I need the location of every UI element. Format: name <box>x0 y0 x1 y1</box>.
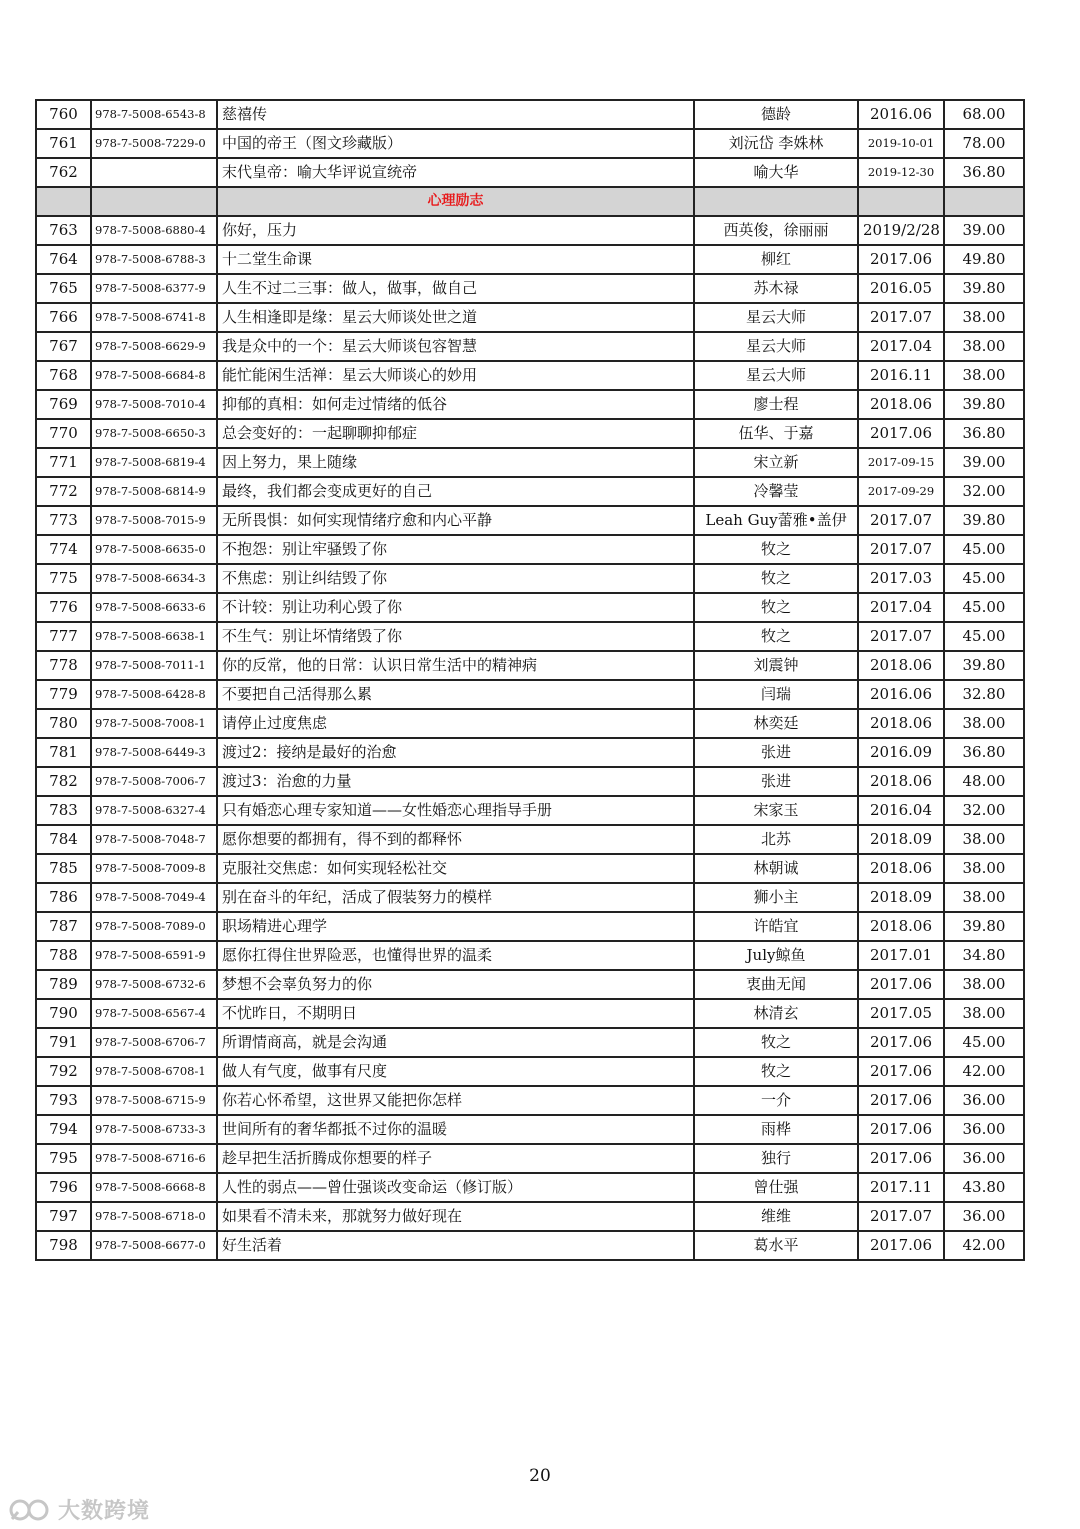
row-price: 39.80 <box>944 912 1024 941</box>
row-price: 38.00 <box>944 361 1024 390</box>
row-date: 2018.09 <box>858 825 944 854</box>
row-number: 797 <box>36 1202 91 1231</box>
row-price: 45.00 <box>944 593 1024 622</box>
row-author: 牧之 <box>694 1028 858 1057</box>
row-number: 798 <box>36 1231 91 1260</box>
row-price: 42.00 <box>944 1231 1024 1260</box>
row-isbn: 978-7-5008-7010-4 <box>91 390 217 419</box>
row-price: 39.00 <box>944 448 1024 477</box>
row-price: 36.00 <box>944 1115 1024 1144</box>
row-price: 36.00 <box>944 1086 1024 1115</box>
row-author: 刘沅岱 李姝林 <box>694 129 858 158</box>
row-number: 793 <box>36 1086 91 1115</box>
table-row <box>36 564 1024 593</box>
row-isbn: 978-7-5008-6638-1 <box>91 622 217 651</box>
row-isbn: 978-7-5008-6732-6 <box>91 970 217 999</box>
row-number: 784 <box>36 825 91 854</box>
table-row <box>36 1115 1024 1144</box>
row-date: 2017.11 <box>858 1173 944 1202</box>
table-row <box>36 1086 1024 1115</box>
row-title: 请停止过度焦虑 <box>217 709 694 738</box>
row-author: 牧之 <box>694 1057 858 1086</box>
row-author: July鲸鱼 <box>694 941 858 970</box>
row-author: 一介 <box>694 1086 858 1115</box>
row-isbn: 978-7-5008-6327-4 <box>91 796 217 825</box>
row-isbn: 978-7-5008-6668-8 <box>91 1173 217 1202</box>
row-title: 不焦虑：别让纠结毁了你 <box>217 564 694 593</box>
row-number: 785 <box>36 854 91 883</box>
row-date: 2016.11 <box>858 361 944 390</box>
row-title: 愿你想要的都拥有，得不到的都释怀 <box>217 825 694 854</box>
row-price: 45.00 <box>944 564 1024 593</box>
row-title: 做人有气度，做事有尺度 <box>217 1057 694 1086</box>
row-number: 774 <box>36 535 91 564</box>
section-title: 心理励志 <box>217 187 694 216</box>
row-date: 2017.06 <box>858 1086 944 1115</box>
row-date: 2018.06 <box>858 709 944 738</box>
table-row <box>36 216 1024 245</box>
row-isbn: 978-7-5008-6708-1 <box>91 1057 217 1086</box>
row-price: 38.00 <box>944 303 1024 332</box>
table-row <box>36 738 1024 767</box>
row-number: 792 <box>36 1057 91 1086</box>
row-date: 2017.06 <box>858 1231 944 1260</box>
row-number: 768 <box>36 361 91 390</box>
row-title: 渡过3：治愈的力量 <box>217 767 694 796</box>
row-price: 45.00 <box>944 1028 1024 1057</box>
row-author: 北苏 <box>694 825 858 854</box>
row-price: 38.00 <box>944 332 1024 361</box>
row-title: 最终，我们都会变成更好的自己 <box>217 477 694 506</box>
row-title: 渡过2：接纳是最好的治愈 <box>217 738 694 767</box>
row-isbn: 978-7-5008-6880-4 <box>91 216 217 245</box>
row-number: 761 <box>36 129 91 158</box>
row-title: 不忧昨日，不期明日 <box>217 999 694 1028</box>
row-price: 36.80 <box>944 158 1024 187</box>
table-row <box>36 332 1024 361</box>
row-number: 796 <box>36 1173 91 1202</box>
row-isbn: 978-7-5008-6718-0 <box>91 1202 217 1231</box>
table-row <box>36 651 1024 680</box>
row-date: 2018.06 <box>858 767 944 796</box>
row-number: 769 <box>36 390 91 419</box>
table-row <box>36 1028 1024 1057</box>
row-date: 2017.06 <box>858 970 944 999</box>
row-price: 34.80 <box>944 941 1024 970</box>
row-title: 不计较：别让功利心毁了你 <box>217 593 694 622</box>
row-author: 廖士程 <box>694 390 858 419</box>
table-row <box>36 941 1024 970</box>
row-title: 十二堂生命课 <box>217 245 694 274</box>
row-date: 2017.07 <box>858 1202 944 1231</box>
row-date: 2019-12-30 <box>858 158 944 187</box>
row-author: 林清玄 <box>694 999 858 1028</box>
book-catalog-table <box>35 99 1025 1261</box>
row-number: 786 <box>36 883 91 912</box>
row-price: 45.00 <box>944 622 1024 651</box>
table-row <box>36 100 1024 129</box>
row-title: 中国的帝王（图文珍藏版） <box>217 129 694 158</box>
row-price: 39.80 <box>944 651 1024 680</box>
row-isbn: 978-7-5008-6629-9 <box>91 332 217 361</box>
row-title: 职场精进心理学 <box>217 912 694 941</box>
row-title: 趁早把生活折腾成你想要的样子 <box>217 1144 694 1173</box>
row-price: 32.00 <box>944 477 1024 506</box>
row-date: 2016.06 <box>858 100 944 129</box>
row-date: 2018.06 <box>858 854 944 883</box>
row-author: 葛水平 <box>694 1231 858 1260</box>
row-date: 2017.03 <box>858 564 944 593</box>
table-row <box>36 622 1024 651</box>
row-author: 许皓宜 <box>694 912 858 941</box>
row-author: 刘震钟 <box>694 651 858 680</box>
row-isbn: 978-7-5008-6428-8 <box>91 680 217 709</box>
row-date: 2016.04 <box>858 796 944 825</box>
row-date: 2018.06 <box>858 912 944 941</box>
table-row <box>36 912 1024 941</box>
table-row <box>36 796 1024 825</box>
watermark-logo-icon <box>8 1497 54 1523</box>
row-number: 776 <box>36 593 91 622</box>
row-number: 780 <box>36 709 91 738</box>
row-title: 所谓情商高，就是会沟通 <box>217 1028 694 1057</box>
table-row <box>36 535 1024 564</box>
row-date: 2017.04 <box>858 593 944 622</box>
row-isbn: 978-7-5008-6819-4 <box>91 448 217 477</box>
row-title: 如果看不清未来，那就努力做好现在 <box>217 1202 694 1231</box>
row-price: 32.00 <box>944 796 1024 825</box>
row-number: 763 <box>36 216 91 245</box>
row-title: 克服社交焦虑：如何实现轻松社交 <box>217 854 694 883</box>
row-author: 宋家玉 <box>694 796 858 825</box>
watermark <box>8 1494 150 1525</box>
row-isbn: 978-7-5008-6650-3 <box>91 419 217 448</box>
table-row <box>36 999 1024 1028</box>
row-title: 总会变好的：一起聊聊抑郁症 <box>217 419 694 448</box>
row-title: 人生不过二三事：做人，做事，做自己 <box>217 274 694 303</box>
row-date: 2017.07 <box>858 303 944 332</box>
row-date: 2017.06 <box>858 1115 944 1144</box>
table-row <box>36 854 1024 883</box>
row-author: 维维 <box>694 1202 858 1231</box>
row-author: 星云大师 <box>694 303 858 332</box>
table-row <box>36 680 1024 709</box>
row-isbn: 978-7-5008-6635-0 <box>91 535 217 564</box>
row-author: 独行 <box>694 1144 858 1173</box>
row-number: 783 <box>36 796 91 825</box>
row-number: 771 <box>36 448 91 477</box>
row-price: 38.00 <box>944 825 1024 854</box>
row-date: 2019-10-01 <box>858 129 944 158</box>
row-title: 只有婚恋心理专家知道——女性婚恋心理指导手册 <box>217 796 694 825</box>
row-isbn: 978-7-5008-7011-1 <box>91 651 217 680</box>
row-date: 2017.05 <box>858 999 944 1028</box>
row-isbn: 978-7-5008-7009-8 <box>91 854 217 883</box>
row-author: 牧之 <box>694 593 858 622</box>
table-row <box>36 1202 1024 1231</box>
row-date: 2017.01 <box>858 941 944 970</box>
watermark-text: 大数跨境 <box>58 1499 151 1524</box>
row-title: 不生气：别让坏情绪毁了你 <box>217 622 694 651</box>
row-title: 你好，压力 <box>217 216 694 245</box>
row-author: 柳红 <box>694 245 858 274</box>
row-price: 39.80 <box>944 506 1024 535</box>
row-price: 36.80 <box>944 738 1024 767</box>
row-number: 770 <box>36 419 91 448</box>
row-price: 32.80 <box>944 680 1024 709</box>
row-date: 2017.06 <box>858 245 944 274</box>
row-author: 星云大师 <box>694 332 858 361</box>
row-author: 牧之 <box>694 622 858 651</box>
row-number: 790 <box>36 999 91 1028</box>
row-price: 42.00 <box>944 1057 1024 1086</box>
row-author: 西英俊，徐丽丽 <box>694 216 858 245</box>
row-author: 衷曲无闻 <box>694 970 858 999</box>
row-price: 38.00 <box>944 709 1024 738</box>
row-author: 喻大华 <box>694 158 858 187</box>
row-price: 39.00 <box>944 216 1024 245</box>
row-title: 好生活着 <box>217 1231 694 1260</box>
table-row <box>36 593 1024 622</box>
row-isbn: 978-7-5008-6543-8 <box>91 100 217 129</box>
row-title: 人性的弱点——曾仕强谈改变命运（修订版） <box>217 1173 694 1202</box>
row-title: 愿你扛得住世界险恶，也懂得世界的温柔 <box>217 941 694 970</box>
row-title: 不抱怨：别让牢骚毁了你 <box>217 535 694 564</box>
row-author: Leah Guy蕾雅•盖伊 <box>694 506 858 535</box>
row-number: 765 <box>36 274 91 303</box>
table-row <box>36 448 1024 477</box>
row-price: 38.00 <box>944 854 1024 883</box>
row-author: 曾仕强 <box>694 1173 858 1202</box>
row-date: 2018.06 <box>858 390 944 419</box>
row-price: 45.00 <box>944 535 1024 564</box>
table-body-after-section <box>36 216 1024 1260</box>
table-row <box>36 274 1024 303</box>
row-title: 你若心怀希望，这世界又能把你怎样 <box>217 1086 694 1115</box>
table-row <box>36 245 1024 274</box>
row-isbn: 978-7-5008-6591-9 <box>91 941 217 970</box>
row-price: 48.00 <box>944 767 1024 796</box>
table-row <box>36 883 1024 912</box>
table-row <box>36 1231 1024 1260</box>
row-isbn: 978-7-5008-6567-4 <box>91 999 217 1028</box>
row-isbn: 978-7-5008-6449-3 <box>91 738 217 767</box>
row-date: 2017.07 <box>858 535 944 564</box>
row-number: 779 <box>36 680 91 709</box>
row-isbn: 978-7-5008-7049-4 <box>91 883 217 912</box>
row-price: 49.80 <box>944 245 1024 274</box>
row-title: 能忙能闲生活禅：星云大师谈心的妙用 <box>217 361 694 390</box>
table-row <box>36 129 1024 158</box>
row-isbn: 978-7-5008-6741-8 <box>91 303 217 332</box>
table-row <box>36 303 1024 332</box>
row-isbn: 978-7-5008-7089-0 <box>91 912 217 941</box>
row-number: 787 <box>36 912 91 941</box>
row-title: 世间所有的奢华都抵不过你的温暖 <box>217 1115 694 1144</box>
table-row <box>36 1057 1024 1086</box>
row-number: 778 <box>36 651 91 680</box>
table-row <box>36 825 1024 854</box>
table-row <box>36 767 1024 796</box>
row-author: 牧之 <box>694 535 858 564</box>
row-isbn: 978-7-5008-6788-3 <box>91 245 217 274</box>
row-isbn: 978-7-5008-6677-0 <box>91 1231 217 1260</box>
row-isbn: 978-7-5008-7015-9 <box>91 506 217 535</box>
row-isbn: 978-7-5008-7048-7 <box>91 825 217 854</box>
row-number: 767 <box>36 332 91 361</box>
row-author: 狮小主 <box>694 883 858 912</box>
table-row <box>36 158 1024 187</box>
row-author: 林奕廷 <box>694 709 858 738</box>
row-number: 777 <box>36 622 91 651</box>
row-title: 慈禧传 <box>217 100 694 129</box>
row-title: 你的反常，他的日常：认识日常生活中的精神病 <box>217 651 694 680</box>
row-number: 773 <box>36 506 91 535</box>
section-row <box>36 187 1024 216</box>
row-price: 68.00 <box>944 100 1024 129</box>
row-price: 78.00 <box>944 129 1024 158</box>
row-isbn: 978-7-5008-7006-7 <box>91 767 217 796</box>
row-title: 梦想不会辜负努力的你 <box>217 970 694 999</box>
row-title: 人生相逢即是缘：星云大师谈处世之道 <box>217 303 694 332</box>
row-price: 36.80 <box>944 419 1024 448</box>
row-title: 无所畏惧：如何实现情绪疗愈和内心平静 <box>217 506 694 535</box>
row-number: 788 <box>36 941 91 970</box>
row-number: 764 <box>36 245 91 274</box>
table-row <box>36 1144 1024 1173</box>
row-date: 2017.07 <box>858 622 944 651</box>
row-price: 36.00 <box>944 1202 1024 1231</box>
row-author: 冷馨莹 <box>694 477 858 506</box>
row-date: 2016.06 <box>858 680 944 709</box>
table-row <box>36 419 1024 448</box>
row-date: 2017.06 <box>858 1028 944 1057</box>
row-isbn: 978-7-5008-7229-0 <box>91 129 217 158</box>
row-title: 别在奋斗的年纪，活成了假装努力的模样 <box>217 883 694 912</box>
row-title: 因上努力，果上随缘 <box>217 448 694 477</box>
row-date: 2018.06 <box>858 651 944 680</box>
row-date: 2019/2/28 <box>858 216 944 245</box>
table-row <box>36 361 1024 390</box>
row-isbn: 978-7-5008-6634-3 <box>91 564 217 593</box>
row-price: 38.00 <box>944 883 1024 912</box>
row-date: 2017-09-15 <box>858 448 944 477</box>
row-price: 38.00 <box>944 970 1024 999</box>
row-isbn: 978-7-5008-6633-6 <box>91 593 217 622</box>
row-isbn: 978-7-5008-6715-9 <box>91 1086 217 1115</box>
row-number: 762 <box>36 158 91 187</box>
row-isbn: 978-7-5008-6706-7 <box>91 1028 217 1057</box>
row-date: 2017.06 <box>858 1144 944 1173</box>
row-author: 星云大师 <box>694 361 858 390</box>
row-price: 39.80 <box>944 390 1024 419</box>
table-row <box>36 506 1024 535</box>
row-author: 林朝诚 <box>694 854 858 883</box>
row-author: 张进 <box>694 738 858 767</box>
row-author: 牧之 <box>694 564 858 593</box>
row-number: 789 <box>36 970 91 999</box>
row-author: 宋立新 <box>694 448 858 477</box>
table-body-before-section <box>36 100 1024 187</box>
row-author: 伍华、于嘉 <box>694 419 858 448</box>
table-row <box>36 477 1024 506</box>
page-number: 20 <box>529 1466 551 1486</box>
row-author: 德龄 <box>694 100 858 129</box>
table-row <box>36 970 1024 999</box>
row-author: 苏木禄 <box>694 274 858 303</box>
row-number: 775 <box>36 564 91 593</box>
row-number: 791 <box>36 1028 91 1057</box>
row-author: 张进 <box>694 767 858 796</box>
table-row <box>36 390 1024 419</box>
row-date: 2018.09 <box>858 883 944 912</box>
row-date: 2016.09 <box>858 738 944 767</box>
row-number: 766 <box>36 303 91 332</box>
row-isbn: 978-7-5008-7008-1 <box>91 709 217 738</box>
table-row <box>36 1173 1024 1202</box>
row-author: 雨桦 <box>694 1115 858 1144</box>
row-isbn: 978-7-5008-6716-6 <box>91 1144 217 1173</box>
row-price: 39.80 <box>944 274 1024 303</box>
row-number: 772 <box>36 477 91 506</box>
row-number: 794 <box>36 1115 91 1144</box>
row-isbn: 978-7-5008-6814-9 <box>91 477 217 506</box>
row-isbn <box>91 158 217 187</box>
table-row <box>36 709 1024 738</box>
row-isbn: 978-7-5008-6733-3 <box>91 1115 217 1144</box>
row-date: 2017.07 <box>858 506 944 535</box>
row-price: 43.80 <box>944 1173 1024 1202</box>
row-price: 38.00 <box>944 999 1024 1028</box>
row-date: 2017.06 <box>858 1057 944 1086</box>
row-title: 我是众中的一个：星云大师谈包容智慧 <box>217 332 694 361</box>
row-number: 760 <box>36 100 91 129</box>
row-number: 781 <box>36 738 91 767</box>
row-date: 2017.06 <box>858 419 944 448</box>
section-header <box>36 187 1024 216</box>
row-date: 2016.05 <box>858 274 944 303</box>
row-number: 795 <box>36 1144 91 1173</box>
row-date: 2017.04 <box>858 332 944 361</box>
row-number: 782 <box>36 767 91 796</box>
row-title: 抑郁的真相：如何走过情绪的低谷 <box>217 390 694 419</box>
row-price: 36.00 <box>944 1144 1024 1173</box>
row-date: 2017-09-29 <box>858 477 944 506</box>
row-isbn: 978-7-5008-6377-9 <box>91 274 217 303</box>
row-isbn: 978-7-5008-6684-8 <box>91 361 217 390</box>
row-author: 闫瑞 <box>694 680 858 709</box>
row-title: 末代皇帝：喻大华评说宣统帝 <box>217 158 694 187</box>
row-title: 不要把自己活得那么累 <box>217 680 694 709</box>
